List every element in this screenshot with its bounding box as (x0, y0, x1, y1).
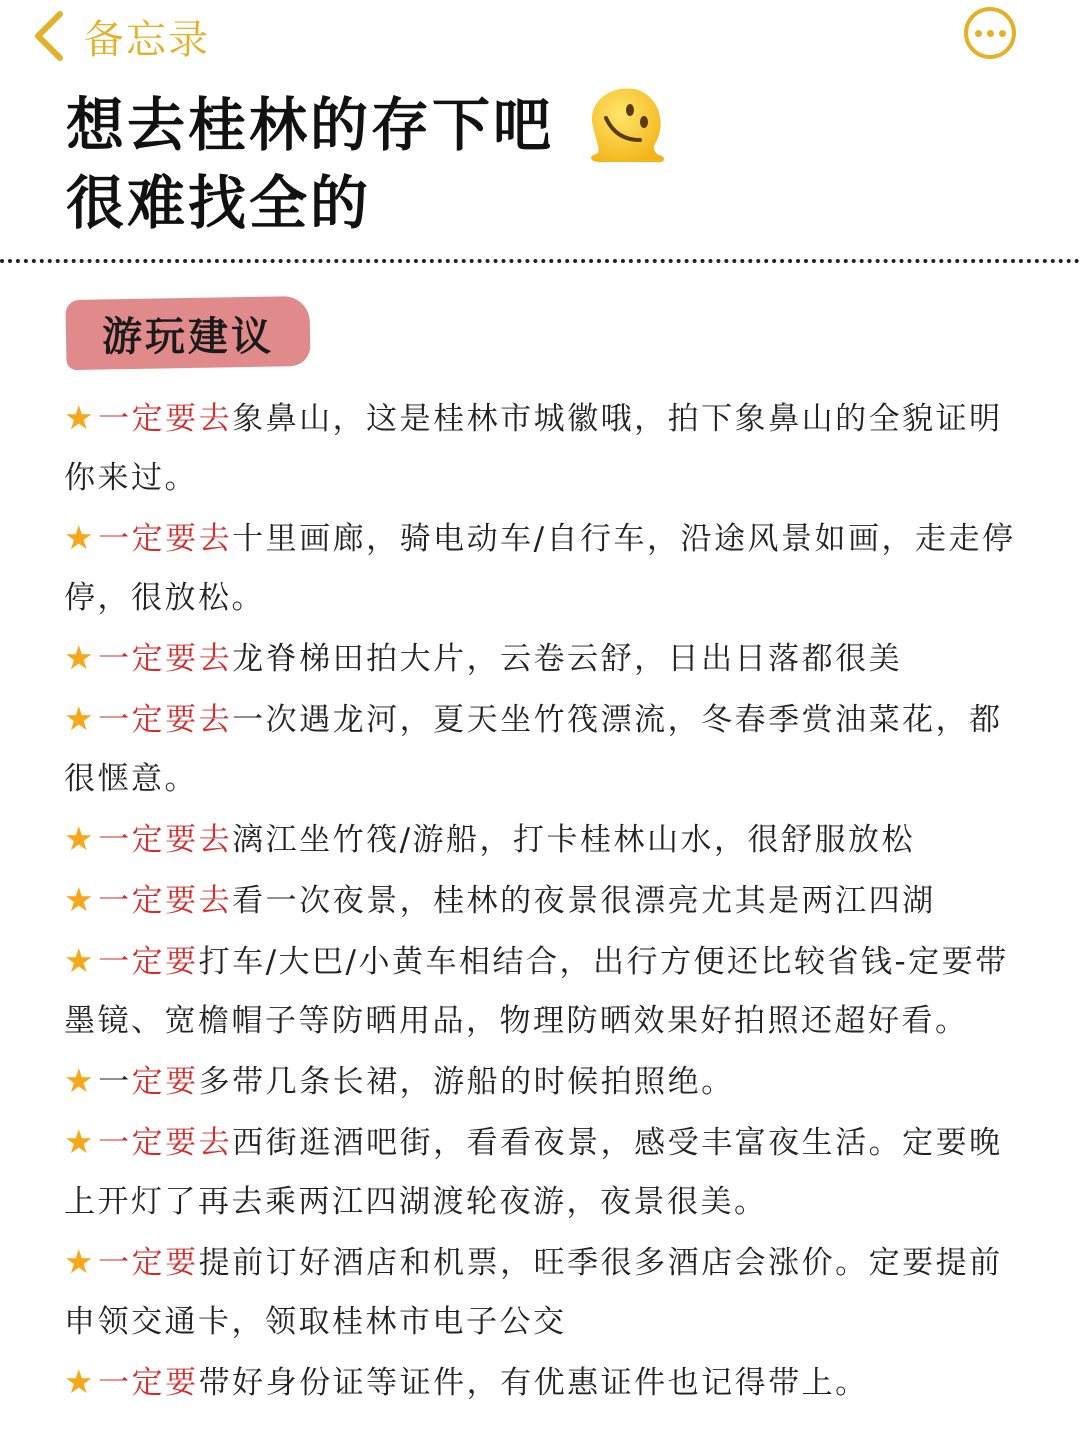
tip-text: 象鼻山，这是桂林市城徽哦，拍下象鼻山的全貌证明你来过。 (64, 401, 1003, 496)
star-icon: ★ (64, 699, 97, 738)
title-line-2: 很难找全的 (66, 169, 372, 237)
tip-text: 打车/大巴/小黄车相结合，出行方便还比较省钱-定要带墨镜、宽檐帽子等防晒用品，物理防晒效果好拍照还超好看。 (64, 944, 1009, 1039)
tip-item (64, 931, 1030, 1051)
page-title (66, 86, 966, 242)
dotted-divider (0, 259, 1080, 263)
tip-highlight: 一定要去 (98, 641, 233, 677)
tip-text: 多带几条长裙，游船的时候拍照绝。 (198, 1064, 735, 1100)
star-icon: ★ (64, 1242, 97, 1281)
star-icon: ★ (64, 941, 97, 980)
star-icon: ★ (64, 398, 97, 437)
section-tag (65, 296, 310, 370)
tip-text: 一次遇龙河，夏天坐竹筏漂流，冬春季赏油菜花，都很惬意。 (64, 702, 1003, 797)
tip-highlight: 一定要去 (98, 702, 233, 738)
tip-highlight: 一定要 (98, 1365, 199, 1401)
tip-highlight: 定要 (131, 1064, 199, 1100)
star-icon: ★ (64, 1061, 97, 1100)
tip-highlight: 一定要去 (98, 401, 233, 437)
tip-text: 十里画廊，骑电动车/自行车，沿途风景如画，走走停停，很放松。 (64, 521, 1016, 616)
tip-item (64, 628, 1030, 689)
star-icon: ★ (64, 819, 97, 858)
tip-item (64, 508, 1030, 628)
star-icon: ★ (64, 518, 97, 557)
melting-face-icon (582, 82, 672, 168)
tip-item (64, 388, 1030, 508)
tip-highlight: 一定要 (98, 1245, 199, 1281)
tips-list (64, 388, 1030, 1413)
more-dots-icon (975, 30, 982, 37)
tip-highlight: 一定要去 (98, 521, 233, 557)
top-bar (0, 0, 1080, 80)
tip-text: 看一次夜景，桂林的夜景很漂亮尤其是两江四湖 (232, 883, 936, 919)
tip-highlight-pre: 一 (98, 1064, 132, 1100)
back-button[interactable] (30, 8, 210, 64)
tip-item (64, 1352, 1030, 1413)
star-icon: ★ (64, 1122, 97, 1161)
tip-text: 龙脊梯田拍大片，云卷云舒，日出日落都很美 (232, 641, 903, 677)
tip-highlight: 一定要 (98, 944, 199, 980)
star-icon: ★ (64, 880, 97, 919)
tip-highlight: 一定要去 (98, 883, 233, 919)
tip-item (64, 870, 1030, 931)
tip-item (64, 1112, 1030, 1232)
tip-text: 西街逛酒吧街，看看夜景，感受丰富夜生活。定要晚上开灯了再去乘两江四湖渡轮夜游，夜景很美。 (64, 1125, 1003, 1220)
chevron-left-icon (30, 8, 70, 64)
star-icon: ★ (64, 1362, 97, 1401)
tip-text: 漓江坐竹筏/游船，打卡桂林山水，很舒服放松 (232, 822, 916, 858)
tip-text: 带好身份证等证件，有优惠证件也记得带上。 (198, 1365, 869, 1401)
tip-item (64, 1232, 1030, 1352)
back-label: 备忘录 (84, 16, 210, 63)
tip-item (64, 1051, 1030, 1112)
title-line-1: 想去桂林的存下吧 (66, 91, 555, 159)
more-options-button[interactable] (964, 7, 1016, 59)
tip-highlight: 一定要去 (98, 822, 233, 858)
tip-highlight: 一定要去 (98, 1125, 233, 1161)
section-tag-label: 游玩建议 (102, 313, 274, 360)
star-icon: ★ (64, 638, 97, 677)
tip-text: 提前订好酒店和机票，旺季很多酒店会涨价。定要提前申领交通卡，领取桂林市电子公交 (64, 1245, 1003, 1340)
tip-item (64, 689, 1030, 809)
tip-item (64, 809, 1030, 870)
